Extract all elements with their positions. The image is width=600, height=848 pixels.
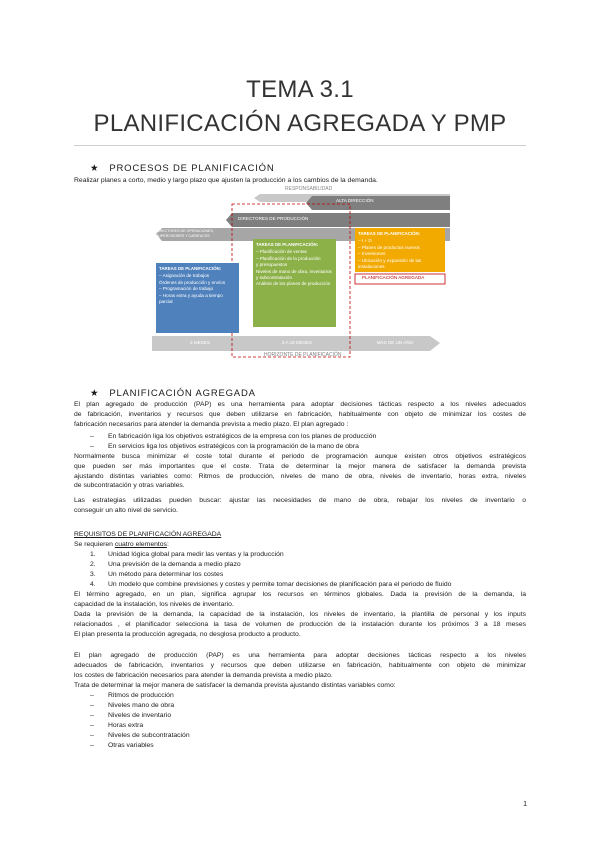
star-icon: ★ (90, 388, 100, 399)
bullet-dash: – (90, 732, 94, 739)
list-number: 2. (90, 561, 96, 568)
requisitos-intro: Se requieren cuatro elementos: (74, 541, 169, 548)
directores-produccion-label: DIRECTORES DE PRODUCCIÓN (238, 216, 309, 221)
variable-item: Ritmos de producción (108, 692, 174, 699)
paragraph-estrategias: Las estrategias utilizadas pueden buscar: ajustar las necesidades de mano de obra, rebajar los niveles de inventario o conseguir un alto nivel de servicio. (74, 497, 526, 514)
tareas-corto-plazo: TAREAS DE PLANIFICACIÓN: – Asignación de trabajos Órdenes de producción y envíos – Programación de trabajo – Horas extra y ayuda a tiempo parcial (156, 263, 239, 333)
paragraph-prevision: Dada la previsión de la demanda, la capacidad de la instalación, los niveles de inventario, la plantilla de personal y los inputs relacionados , el planificador selecciona la tasa de volumen de producción de la instalación durante los próximos 3 a 18 meses El plan presenta la producción agregada, no desglosa producto a producto. (74, 611, 526, 638)
page-number: 1 (523, 801, 527, 808)
section1-intro: Realizar planes a corto, medio y largo plazo que ajusten la producción a los cambios de la demanda. (74, 177, 378, 184)
list-number: 1. (90, 551, 96, 558)
list-number: 4. (90, 581, 96, 588)
tareas-largo-plazo: TAREAS DE PLANIFICACIÓN: – I + D – Planes de productos nuevos – Inversiones – Ubicación y expansión de las instalaciones (355, 228, 445, 272)
star-icon: ★ (90, 163, 100, 174)
variable-item: Niveles de subcontratación (108, 732, 190, 739)
horizonte-label: HORIZONTE DE PLANIFICACIÓN (264, 352, 342, 358)
title-line-2: PLANIFICACIÓN AGREGADA Y PMP (93, 110, 507, 137)
variable-item: Niveles mano de obra (108, 702, 175, 709)
bullet-servicios: En servicios liga los objetivos estratégicos con la programación de la mano de obra (108, 443, 359, 450)
bullet-dash: – (90, 692, 94, 699)
section-heading-agregada: ★ PLANIFICACIÓN AGREGADA (90, 388, 256, 399)
title-divider (74, 145, 526, 146)
title-line-1: TEMA 3.1 (246, 76, 354, 103)
timeline-3-meses: 3 MESES (190, 340, 210, 345)
bullet-dash: – (90, 433, 94, 440)
paragraph-pap: El plan agregado de producción (PAP) es una herramienta para adoptar decisiones tácticas respecto a los niveles adecuados de fabricación, inventarios y recursos que deben utilizarse en fabricación, habitualmente con objeto de minimizar los costes de fabricación necesarios para atender la demanda prevista a medio plazo. El plan agregado : (74, 401, 526, 428)
responsabilidad-label: RESPONSABILIDAD (285, 186, 333, 192)
paragraph-termino-agregado: El término agregado, en un plan, significa agrupar los recursos en términos globales. Dada la previsión de la demanda, la capacidad de la instalación, los niveles de inventario. (74, 591, 526, 608)
directores-operaciones-label: DIRECTORES DE OPERACIONES, SUPERVISORES Y CAPATACES (156, 229, 214, 238)
requisitos-heading: REQUISITOS DE PLANIFICACIÓN AGREGADA (74, 531, 222, 538)
variable-item: Horas extra (108, 722, 144, 729)
alta-direccion-label: ALTA DIRECCIÓN (336, 198, 374, 203)
bullet-dash: – (90, 443, 94, 450)
planning-diagram (150, 186, 450, 358)
requisito-item-1: Unidad lógica global para medir las ventas y la producción (108, 551, 284, 558)
variable-item: Otras variables (108, 742, 154, 749)
section-heading-procesos: ★ PROCESOS DE PLANIFICACIÓN (90, 163, 275, 174)
list-number: 3. (90, 571, 96, 578)
paragraph-variables-intro: Trata de determinar la mejor manera de satisfacer la demanda prevista ajustando distintas variables como: (74, 682, 396, 689)
requisito-item-3: Un método para determinar los costes (108, 571, 224, 578)
bullet-dash: – (90, 742, 94, 749)
bullet-dash: – (90, 712, 94, 719)
timeline-3-a-18-meses: 3 A 18 MESES (281, 340, 313, 345)
bullet-dash: – (90, 722, 94, 729)
requisito-item-4: Un modelo que combine previsiones y costes y permite tomar decisiones de planificación para el periodo de fluido (108, 581, 452, 588)
requisito-item-2: Una previsión de la demanda a medio plazo (108, 561, 241, 568)
bullet-dash: – (90, 702, 94, 709)
variable-item: Niveles de inventario (108, 712, 172, 719)
timeline-mas-de-un-ano: MÁS DE UN AÑO (376, 340, 414, 345)
paragraph-pap-2: El plan agregado de producción (PAP) es una herramienta para adoptar decisiones tácticas respecto a los niveles adecuados de fabricación, inventarios y recursos que deben utilizarse en fabricación, habitualmente con objeto de minimizar los costes de fabricación necesarios para atender la demanda prevista a medio plazo. (74, 652, 526, 679)
planificacion-agregada-label: PLANIFICACIÓN AGREGADA (362, 275, 425, 280)
tareas-medio-plazo: TAREAS DE PLANIFICACIÓN: – Planificación de ventas – Planificación de la producción y presupuestos Niveles de mano de obra, inventarios y subcontratación Análisis de los planes de producción (253, 239, 336, 327)
bullet-fabricacion: En fabricación liga los objetivos estratégicos de la empresa con los planes de producción (108, 433, 377, 440)
paragraph-minimizar: Normalmente busca minimizar el coste total durante el periodo de programación aunque existen otros objetivos estratégicos que pueden ser más importantes que el coste. Trata de determinar la mejor manera de satisfacer la demanda prevista ajustando distintas variables como: Ritmos de producción, niveles de mano de obra, niveles de inventario, horas extra, niveles de subcontratación y otras variables. (74, 453, 526, 490)
